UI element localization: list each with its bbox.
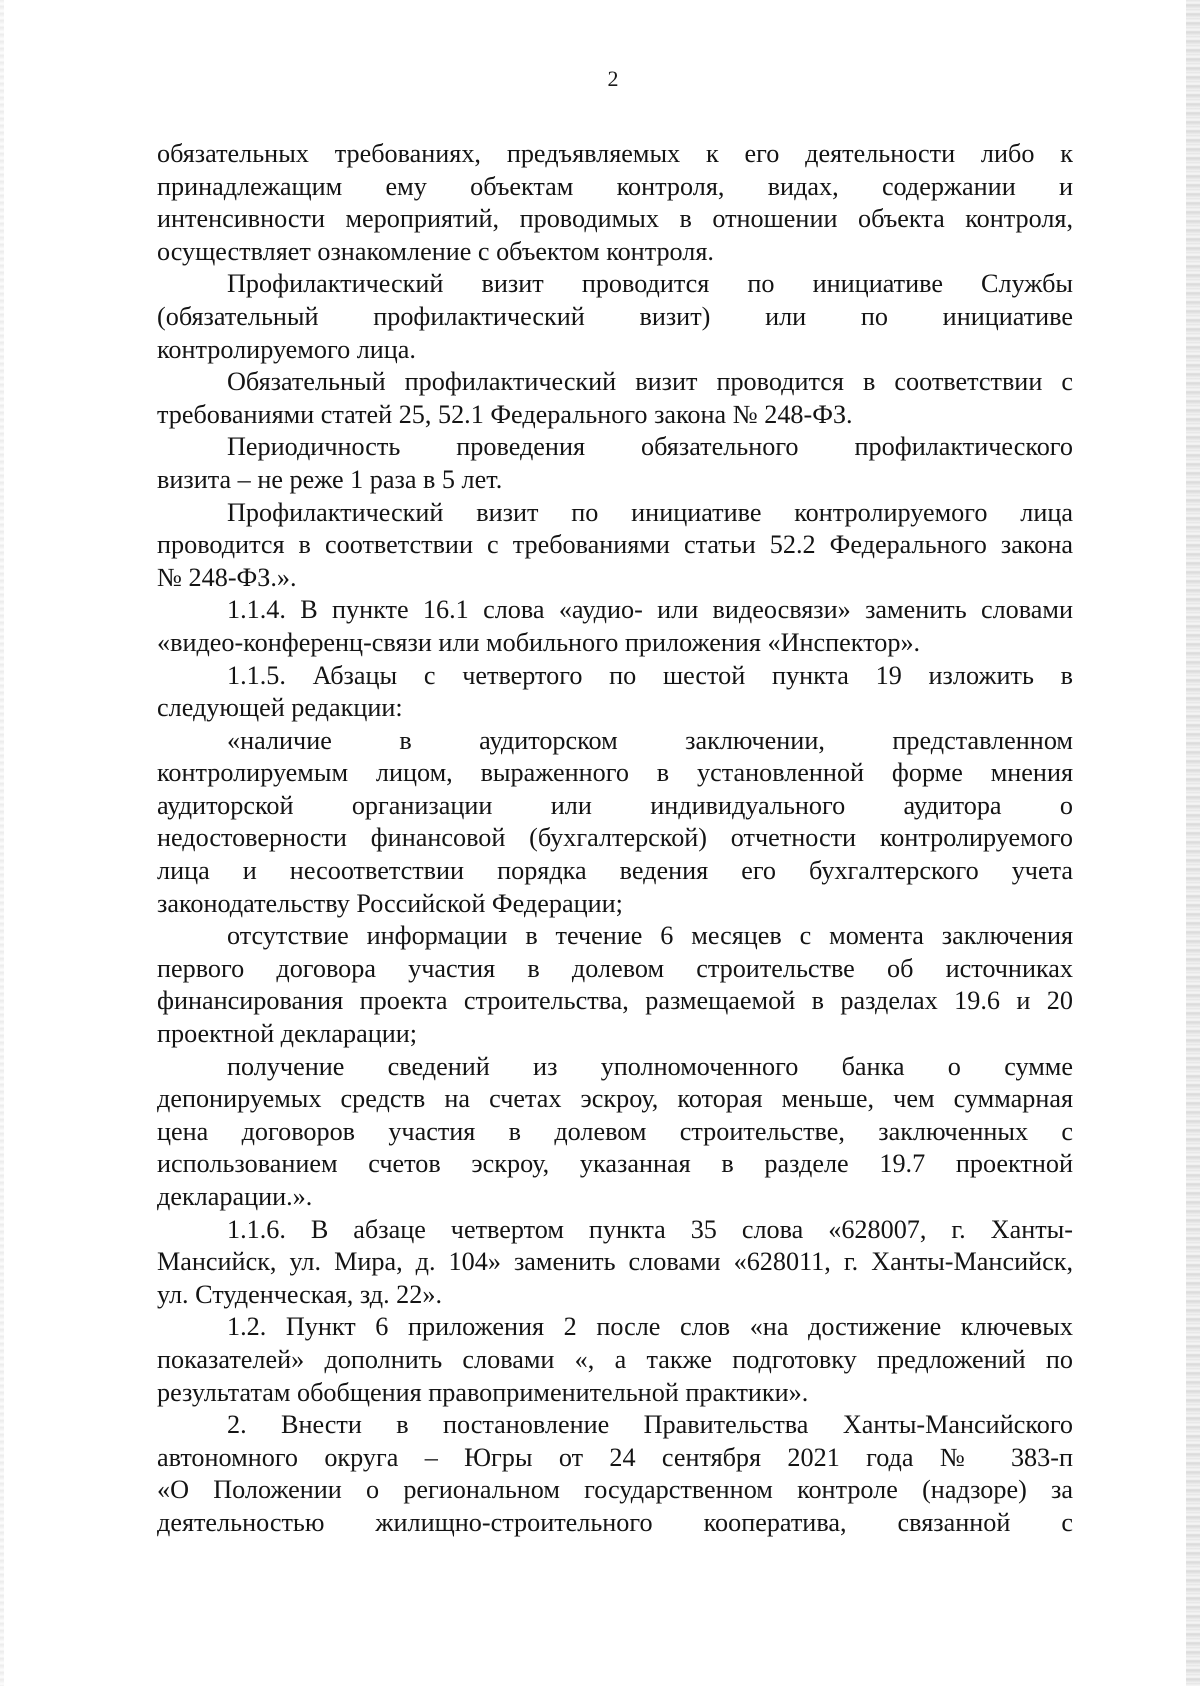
- text-line: 2. Внести в постановление Правительства Ханты-Мансийского: [227, 1410, 1073, 1440]
- text-line: (обязательный профилактический визит) или по инициативе: [157, 301, 1073, 331]
- text-line: первого договора участия в долевом строительстве об источниках: [157, 953, 1073, 983]
- text-line: ул. Студенческая, зд. 22».: [157, 1279, 443, 1309]
- text-line: интенсивности мероприятий, проводимых в отношении объекта контроля,: [157, 204, 1073, 234]
- text-line: осуществляет ознакомление с объектом контроля.: [157, 236, 714, 266]
- paragraph: [157, 268, 1073, 366]
- text-line: автономного округа – Югры от 24 сентября 2021 года № 383-п: [157, 1442, 1073, 1472]
- text-line: 1.1.5. Абзацы с четвертого по шестой пункта 19 изложить в: [227, 660, 1073, 690]
- paragraph: [157, 1409, 1073, 1539]
- text-line: лица и несоответствии порядка ведения его бухгалтерского учета: [157, 856, 1073, 886]
- paragraph: [157, 920, 1073, 1050]
- text-line: Периодичность проведения обязательного профилактического: [227, 432, 1073, 462]
- text-line: законодательству Российской Федерации;: [157, 888, 623, 918]
- text-line: депонируемых средств на счетах эскроу, которая меньше, чем суммарная: [157, 1084, 1073, 1114]
- page-number: 2: [607, 66, 619, 91]
- text-line: 1.2. Пункт 6 приложения 2 после слов «на достижение ключевых: [227, 1312, 1073, 1342]
- text-line: контролируемым лицом, выраженного в установленной форме мнения: [157, 758, 1073, 788]
- text-line: 1.1.4. В пункте 16.1 слова «аудио- или видеосвязи» заменить словами: [227, 595, 1073, 625]
- text-line: Мансийск, ул. Мира, д. 104» заменить словами «628011, г. Ханты-Мансийск,: [157, 1247, 1073, 1277]
- text-line: Профилактический визит по инициативе контролируемого лица: [227, 497, 1073, 527]
- text-line: отсутствие информации в течение 6 месяцев с момента заключения: [227, 921, 1073, 951]
- paragraph: [157, 366, 1073, 431]
- paragraph: [157, 1311, 1073, 1409]
- text-line: финансирования проекта строительства, размещаемой в разделах 19.6 и 20: [157, 986, 1073, 1016]
- text-line: «О Положении о региональном государственном контроле (надзоре) за: [157, 1475, 1073, 1505]
- text-line: визита – не реже 1 раза в 5 лет.: [157, 464, 503, 494]
- text-line: Обязательный профилактический визит проводится в соответствии с: [227, 367, 1073, 397]
- document-body: [157, 138, 1073, 1540]
- text-line: «видео-конференц-связи или мобильного приложения «Инспектор».: [157, 627, 921, 657]
- text-line: результатам обобщения правоприменительной практики».: [157, 1377, 809, 1407]
- scan-edge-left: [0, 0, 4, 1686]
- paragraph: [157, 660, 1073, 725]
- text-line: цена договоров участия в долевом строительстве, заключенных с: [157, 1116, 1073, 1146]
- text-line: принадлежащим ему объектам контроля, видах, содержании и: [157, 171, 1073, 201]
- scan-edge-right: [1186, 0, 1200, 1686]
- text-line: Профилактический визит проводится по инициативе Службы: [227, 269, 1073, 299]
- text-line: № 248-ФЗ.».: [157, 562, 297, 592]
- text-line: аудиторской организации или индивидуального аудитора о: [157, 790, 1073, 820]
- text-line: показателей» дополнить словами «, а также подготовку предложений по: [157, 1344, 1073, 1374]
- text-line: использованием счетов эскроу, указанная в разделе 19.7 проектной: [157, 1149, 1073, 1179]
- text-line: декларации.».: [157, 1182, 313, 1211]
- text-line: контролируемого лица.: [157, 334, 416, 364]
- paragraph: [157, 725, 1073, 921]
- paragraph: [157, 431, 1073, 496]
- text-line: проводится в соответствии с требованиями статьи 52.2 Федерального закона: [157, 530, 1073, 560]
- text-line: деятельностью жилищно-строительного кооператива, связанной с: [157, 1507, 1073, 1537]
- text-line: требованиями статей 25, 52.1 Федерального закона № 248-ФЗ.: [157, 399, 853, 429]
- text-line: недостоверности финансовой (бухгалтерской) отчетности контролируемого: [157, 823, 1073, 853]
- text-line: «наличие в аудиторском заключении, представленном: [227, 725, 1073, 755]
- paragraph: [157, 594, 1073, 659]
- text-line: проектной декларации;: [157, 1019, 418, 1049]
- paragraph: [157, 138, 1073, 268]
- paragraph: [157, 1214, 1073, 1312]
- text-line: получение сведений из уполномоченного банка о сумме: [227, 1051, 1073, 1081]
- text-line: 1.1.6. В абзаце четвертом пункта 35 слова «628007, г. Ханты-: [227, 1214, 1073, 1244]
- paragraph: [157, 1051, 1073, 1214]
- text-line: обязательных требованиях, предъявляемых к его деятельности либо к: [157, 139, 1073, 168]
- text-line: следующей редакции:: [157, 693, 403, 723]
- paragraph: [157, 497, 1073, 595]
